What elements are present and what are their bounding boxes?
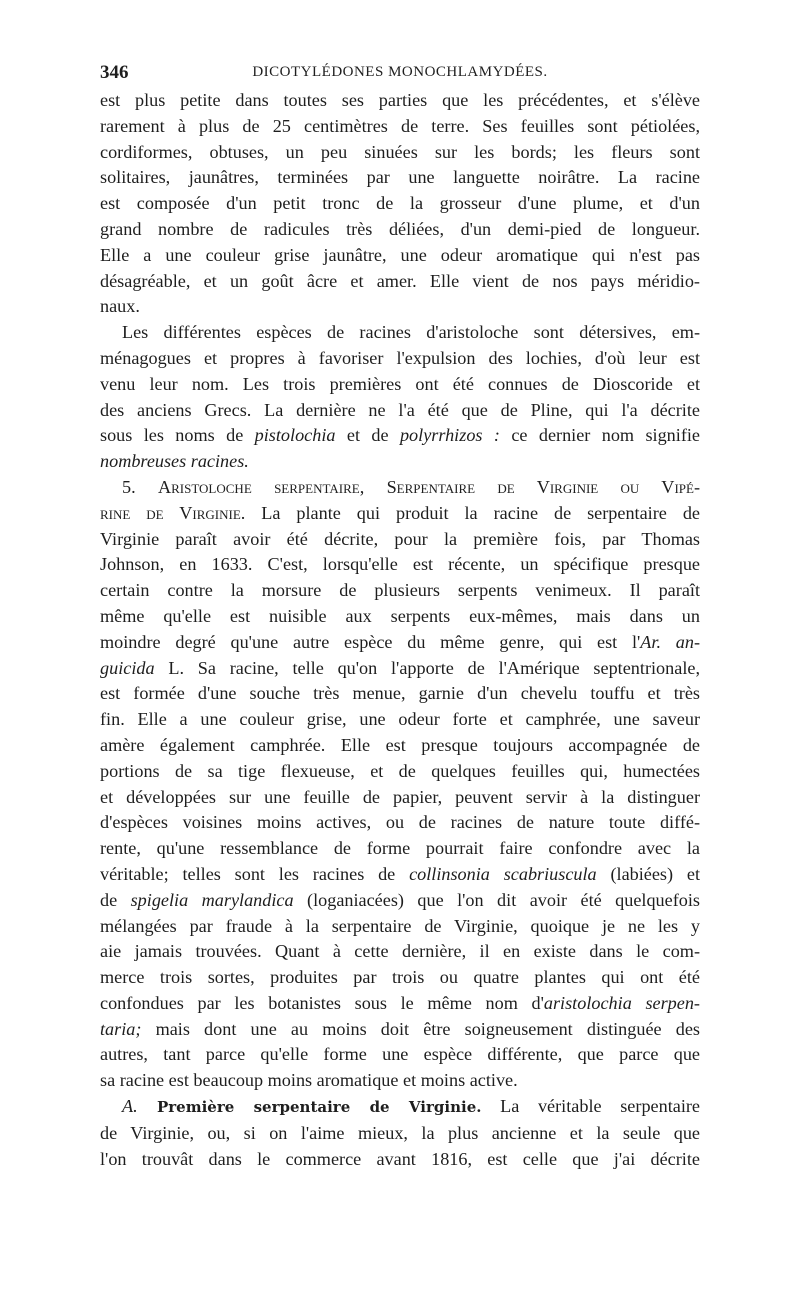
latin-term: guicida xyxy=(100,657,155,678)
species-heading-cont: rine de Virginie. xyxy=(100,502,246,523)
text-line xyxy=(100,1094,700,1121)
paragraph-1 xyxy=(100,88,700,320)
text-span: La véritable serpentaire xyxy=(481,1096,701,1117)
text-line: rente, qu'une ressemblance de forme pourrait faire confondre avec la xyxy=(100,838,700,859)
subsection-heading: Première serpentaire de Virginie. xyxy=(137,1098,482,1117)
body-text xyxy=(100,88,700,1172)
text-line: l'on trouvât dans le commerce avant 1816, est celle que j'ai décrite xyxy=(100,1148,700,1169)
text-line: ménagogues et propres à favoriser l'expulsion des lochies, d'où leur est xyxy=(100,347,700,368)
paragraph-3 xyxy=(100,475,700,1094)
italic-phrase: nombreuses racines. xyxy=(100,451,249,472)
text-line: cordiformes, obtuses, un peu sinuées sur les bords; les fleurs sont xyxy=(100,141,700,162)
text-line: amère également camphrée. Elle est presque toujours accompagnée de xyxy=(100,734,700,755)
paragraph-4 xyxy=(100,1094,700,1172)
text-line: venu leur nom. Les trois premières ont été connues de Dioscoride et xyxy=(100,373,700,394)
text-line: mélangées par fraude à la serpentaire de Virginie, quoique je ne les y xyxy=(100,915,700,936)
text-line xyxy=(100,991,700,1017)
page-header xyxy=(100,62,700,86)
paragraph-2 xyxy=(100,320,700,475)
latin-term-polyrrhizos: polyrrhizos : xyxy=(399,425,500,446)
page-number: 346 xyxy=(100,62,129,83)
text-span: L. Sa racine, telle qu'on l'apporte de l'Amérique septentrionale, xyxy=(154,657,700,678)
subsection-letter: A. xyxy=(122,1096,138,1117)
text-line xyxy=(100,423,700,449)
text-span: (loganiacées) que l'on dit avoir été quelquefois xyxy=(293,889,700,910)
text-span: de xyxy=(100,889,131,910)
latin-term: Ar. an- xyxy=(640,631,700,652)
text-line: de Virginie, ou, si on l'aime mieux, la plus ancienne et la seule que xyxy=(100,1122,700,1143)
text-line xyxy=(100,1017,700,1043)
text-line: rarement à plus de 25 centimètres de terre. Ses feuilles sont pétiolées, xyxy=(100,115,700,136)
text-line: désagréable, et un goût âcre et amer. Elle vient de nos pays méridio- xyxy=(100,270,700,291)
text-line: Les différentes espèces de racines d'aristoloche sont détersives, em- xyxy=(122,322,700,343)
text-line: et développées sur une feuille de papier, peuvent servir à la distinguer xyxy=(100,786,700,807)
text-line: est composée d'un petit tronc de la grosseur d'une plume, et d'un xyxy=(100,193,700,214)
latin-term: spigelia marylandica xyxy=(130,889,294,910)
text-span: confondues par les botanistes sous le même nom d' xyxy=(100,992,544,1013)
latin-term: taria; xyxy=(100,1018,142,1039)
species-heading: Aristoloche serpentaire, Serpentaire de Virginie ou Vipé- xyxy=(157,476,700,497)
text-line: Johnson, en 1633. C'est, lorsqu'elle est récente, un spécifique presque xyxy=(100,554,700,575)
latin-term-pistolochia: pistolochia xyxy=(254,425,336,446)
text-span: mais dont une au moins doit être soigneusement distinguée des xyxy=(141,1018,700,1039)
text-span: sous les noms de xyxy=(100,425,255,446)
text-span: ce dernier nom signifie xyxy=(499,425,701,446)
text-line xyxy=(100,449,700,475)
text-line: merce trois sortes, produites par trois ou quatre plantes qui ont été xyxy=(100,967,700,988)
text-line: autres, tant parce qu'elle forme une espèce différente, que parce que xyxy=(100,1044,700,1065)
running-head: DICOTYLÉDONES MONOCHLAMYDÉES. xyxy=(252,64,548,80)
text-line xyxy=(100,656,700,682)
text-line: solitaires, jaunâtres, terminées par une languette noirâtre. La racine xyxy=(100,167,700,188)
text-line: naux. xyxy=(100,296,140,317)
text-line xyxy=(100,501,700,527)
text-line: grand nombre de radicules très déliées, d'un demi-pied de longueur. xyxy=(100,218,700,239)
text-line: portions de sa tige flexueuse, et de quelques feuilles qui, humectées xyxy=(100,760,700,781)
latin-term: collinsonia scabriuscula xyxy=(409,863,597,884)
text-line: d'espèces voisines moins actives, ou de racines de nature toute diffé- xyxy=(100,812,700,833)
book-page xyxy=(100,62,700,1172)
text-line: aie jamais trouvées. Quant à cette dernière, il en existe dans le com- xyxy=(100,941,700,962)
text-line: sa racine est beaucoup moins aromatique et moins active. xyxy=(100,1070,518,1091)
section-number: 5. xyxy=(122,476,158,497)
text-span: (labiées) et xyxy=(596,863,700,884)
text-line xyxy=(100,862,700,888)
text-line xyxy=(100,630,700,656)
text-line: est plus petite dans toutes ses parties que les précédentes, et s'élève xyxy=(100,90,700,110)
text-span: véritable; telles sont les racines de xyxy=(100,863,410,884)
text-line xyxy=(100,475,700,501)
text-line xyxy=(100,888,700,914)
text-line: certain contre la morsure de plusieurs serpents venimeux. Il paraît xyxy=(100,580,700,601)
text-line: Virginie paraît avoir été décrite, pour la première fois, par Thomas xyxy=(100,528,700,549)
text-span: La plante qui produit la racine de serpentaire de xyxy=(245,502,700,523)
text-span: et de xyxy=(335,425,400,446)
text-line: fin. Elle a une couleur grise, une odeur forte et camphrée, une saveur xyxy=(100,709,700,730)
text-line: Elle a une couleur grise jaunâtre, une odeur aromatique qui n'est pas xyxy=(100,244,700,265)
text-line: est formée d'une souche très menue, garnie d'un chevelu touffu et très xyxy=(100,683,700,704)
text-span: moindre degré qu'une autre espèce du même genre, qui est l' xyxy=(100,631,641,652)
text-line: des anciens Grecs. La dernière ne l'a été que de Pline, qui l'a décrite xyxy=(100,399,700,420)
text-line: même qu'elle est nuisible aux serpents eux-mêmes, mais dans un xyxy=(100,605,700,626)
latin-term: aristolochia serpen- xyxy=(543,992,700,1013)
